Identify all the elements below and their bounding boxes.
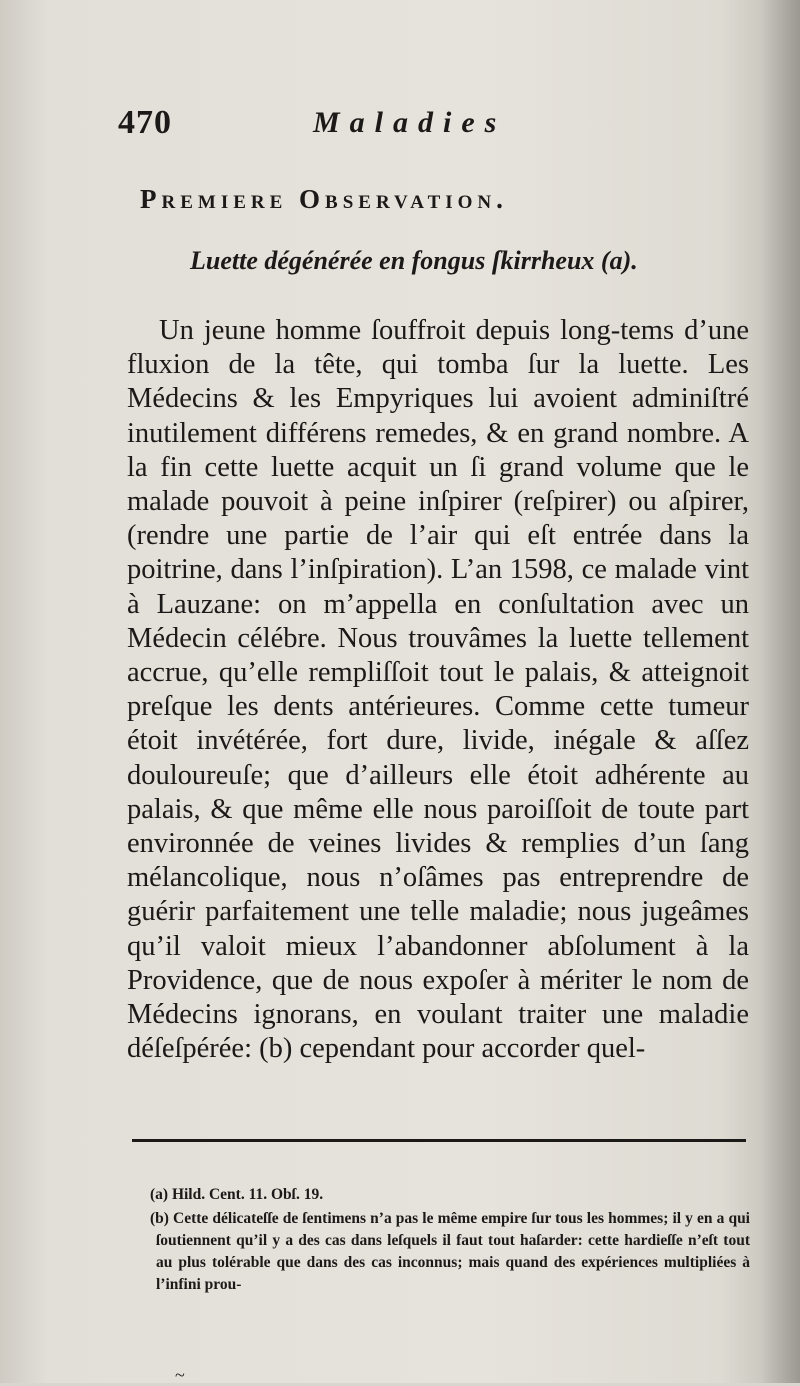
running-head bbox=[118, 104, 758, 148]
stray-mark: ~ bbox=[175, 1365, 185, 1385]
footnote-rule bbox=[132, 1139, 746, 1142]
section-subtitle: Luette dégénérée en fongus ſkirrheux (a). bbox=[190, 246, 638, 275]
body-paragraph: Un jeune homme ſouffroit depuis long-tems d’une fluxion de la tête, qui tomba ſur la luette. Les Médecins & les Empyriques lui avoient adminiſtré inutilement différens remedes, & en grand nombre. A la fin cette luette acquit un ſi grand volume que le malade pouvoit à peine inſpirer (reſpirer) ou aſpirer, (rendre une partie de l’air qui eſt entrée dans la poitrine, dans l’inſpiration). L’an 1598, ce malade vint à Lauzane: on m’appella en conſultation avec un Médecin célébre. Nous trouvâmes la luette tellement accrue, qu’elle rempliſſoit tout le palais, & atteignoit preſque les dents antérieures. Comme cette tumeur étoit invétérée, fort dure, livide, inégale & aſſez douloureuſe; que d’ailleurs elle étoit adhérente au palais, & que même elle nous paroiſſoit de toute part environnée de veines livides & remplies d’un ſang mélancolique, nous n’oſâmes pas entreprendre de guérir parfaitement une telle maladie; nous jugeâmes qu’il valoit mieux l’abandonner abſolument à la Providence, que de nous expoſer à mériter le nom de Médecins ignorans, en voulant traiter une maladie déſeſpérée: (b) cependant pour accorder quel- bbox=[127, 315, 749, 1065]
footnotes bbox=[150, 1184, 750, 1296]
body-text bbox=[127, 314, 749, 1066]
page-number: 470 bbox=[118, 104, 172, 141]
page-edge-shadow bbox=[760, 0, 800, 1383]
footnote-a: (a) Hild. Cent. 11. Obſ. 19. bbox=[150, 1186, 324, 1203]
footnote-b: (b) Cette délicateſſe de ſentimens n’a pas le même empire ſur tous les hommes; il y en a qui ſoutiennent qu’il y a des cas dans leſquels il faut tout haſarder: cette hardieſſe n’eſt tout au plus tolérable que dans des cas inconnus; mais quand des expériences multipliées à l’infini prou- bbox=[150, 1210, 750, 1293]
running-title: Maladies bbox=[313, 106, 507, 139]
section-title: Premiere Observation. bbox=[140, 184, 508, 214]
